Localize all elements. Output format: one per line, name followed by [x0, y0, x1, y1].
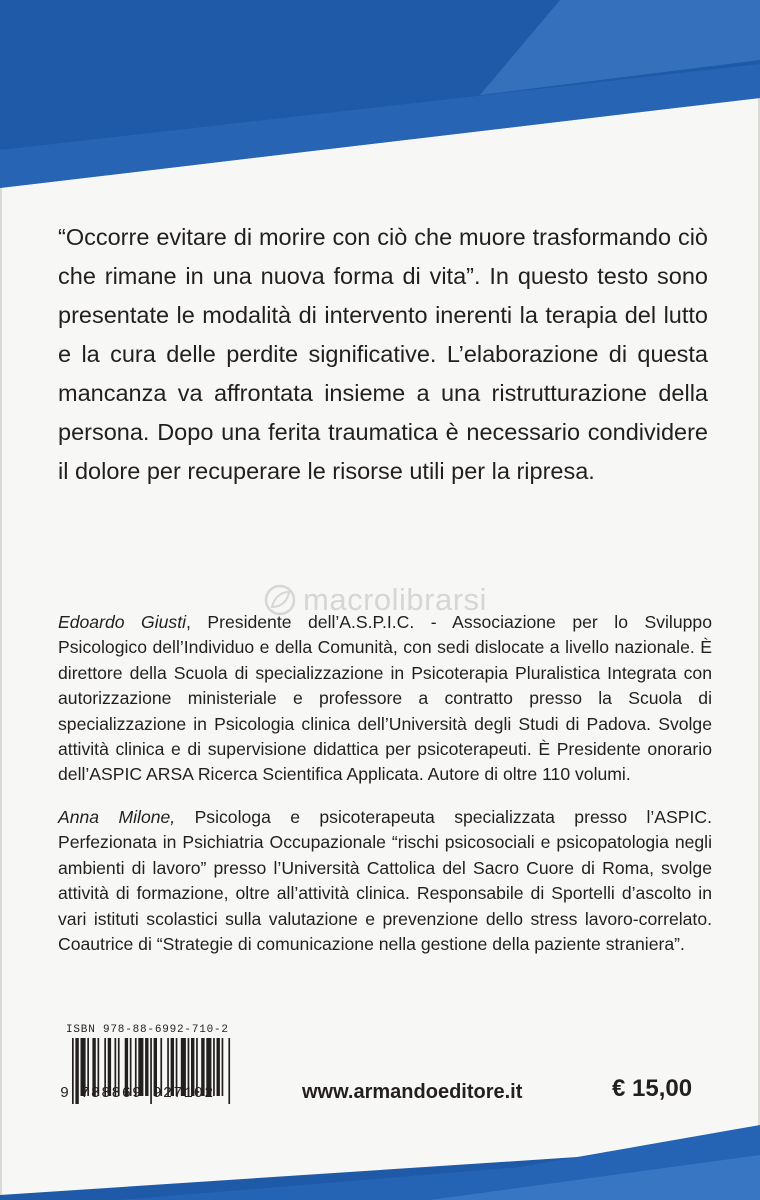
bottom-blue-band [0, 1125, 760, 1200]
author-bio-text-milone: Psicologa e psicoterapeuta specializzata presso l’ASPIC. Perfezionata in Psichiatria Occupazionale “rischi psicosociali e psicopatologia negli ambienti di lavoro” presso l’Università Cattolica del Sacro Cuore di Roma, svolge attività di formazione, oltre all’attività clinica. Responsabile di Sportelli d’ascolto in vari istituti scolastici sulla valutazione e prevenzione dello stress lavoro-correlato. Coautrice di “Strategie di comunicazione nella gestione della paziente straniera”. [58, 807, 712, 955]
watermark-text: macrolibrarsi [303, 582, 487, 617]
author-bio-milone [58, 805, 712, 957]
publisher-website: www.armandoeditore.it [302, 1081, 523, 1103]
isbn-label: ISBN 978-88-6992-710-2 [66, 1024, 229, 1036]
barcode-number: 9 788869 927102 [60, 1085, 215, 1102]
back-cover-blurb: “Occorre evitare di morire con ciò che muore trasformando ciò che rimane in una nuova forma di vita”. In questo testo sono presentate le modalità di intervento inerenti la terapia del lutto e la cura delle perdite significative. L’elaborazione di questa mancanza va affrontata insieme a una ristrutturazione della persona. Dopo una ferita traumatica è necessario condividere il dolore per recuperare le risorse utili per la ripresa. [58, 224, 708, 484]
price-label: € 15,00 [612, 1075, 693, 1102]
author-bio-giusti [58, 610, 712, 788]
author-bio-text-giusti: , Presidente dell’A.S.P.I.C. - Associazione per lo Sviluppo Psicologico dell’Individuo e della Comunità, con sedi dislocate a livello nazionale. È direttore della Scuola di specializzazione in Psicoterapia Pluralistica Integrata con autorizzazione ministeriale e professore a contratto presso la Scuola di specializzazione in Psicologia clinica dell’Università degli Studi di Padova. Svolge attività clinica e di supervisione didattica per psicoterapeuti. È Presidente onorario dell’ASPIC ARSA Ricerca Scientifica Applicata. Autore di oltre 110 volumi. [58, 612, 712, 785]
author-name-giusti: Edoardo Giusti [58, 612, 186, 632]
author-name-milone: Anna Milone, [58, 807, 176, 827]
isbn-barcode [60, 1024, 305, 1122]
top-blue-band [0, 0, 760, 190]
